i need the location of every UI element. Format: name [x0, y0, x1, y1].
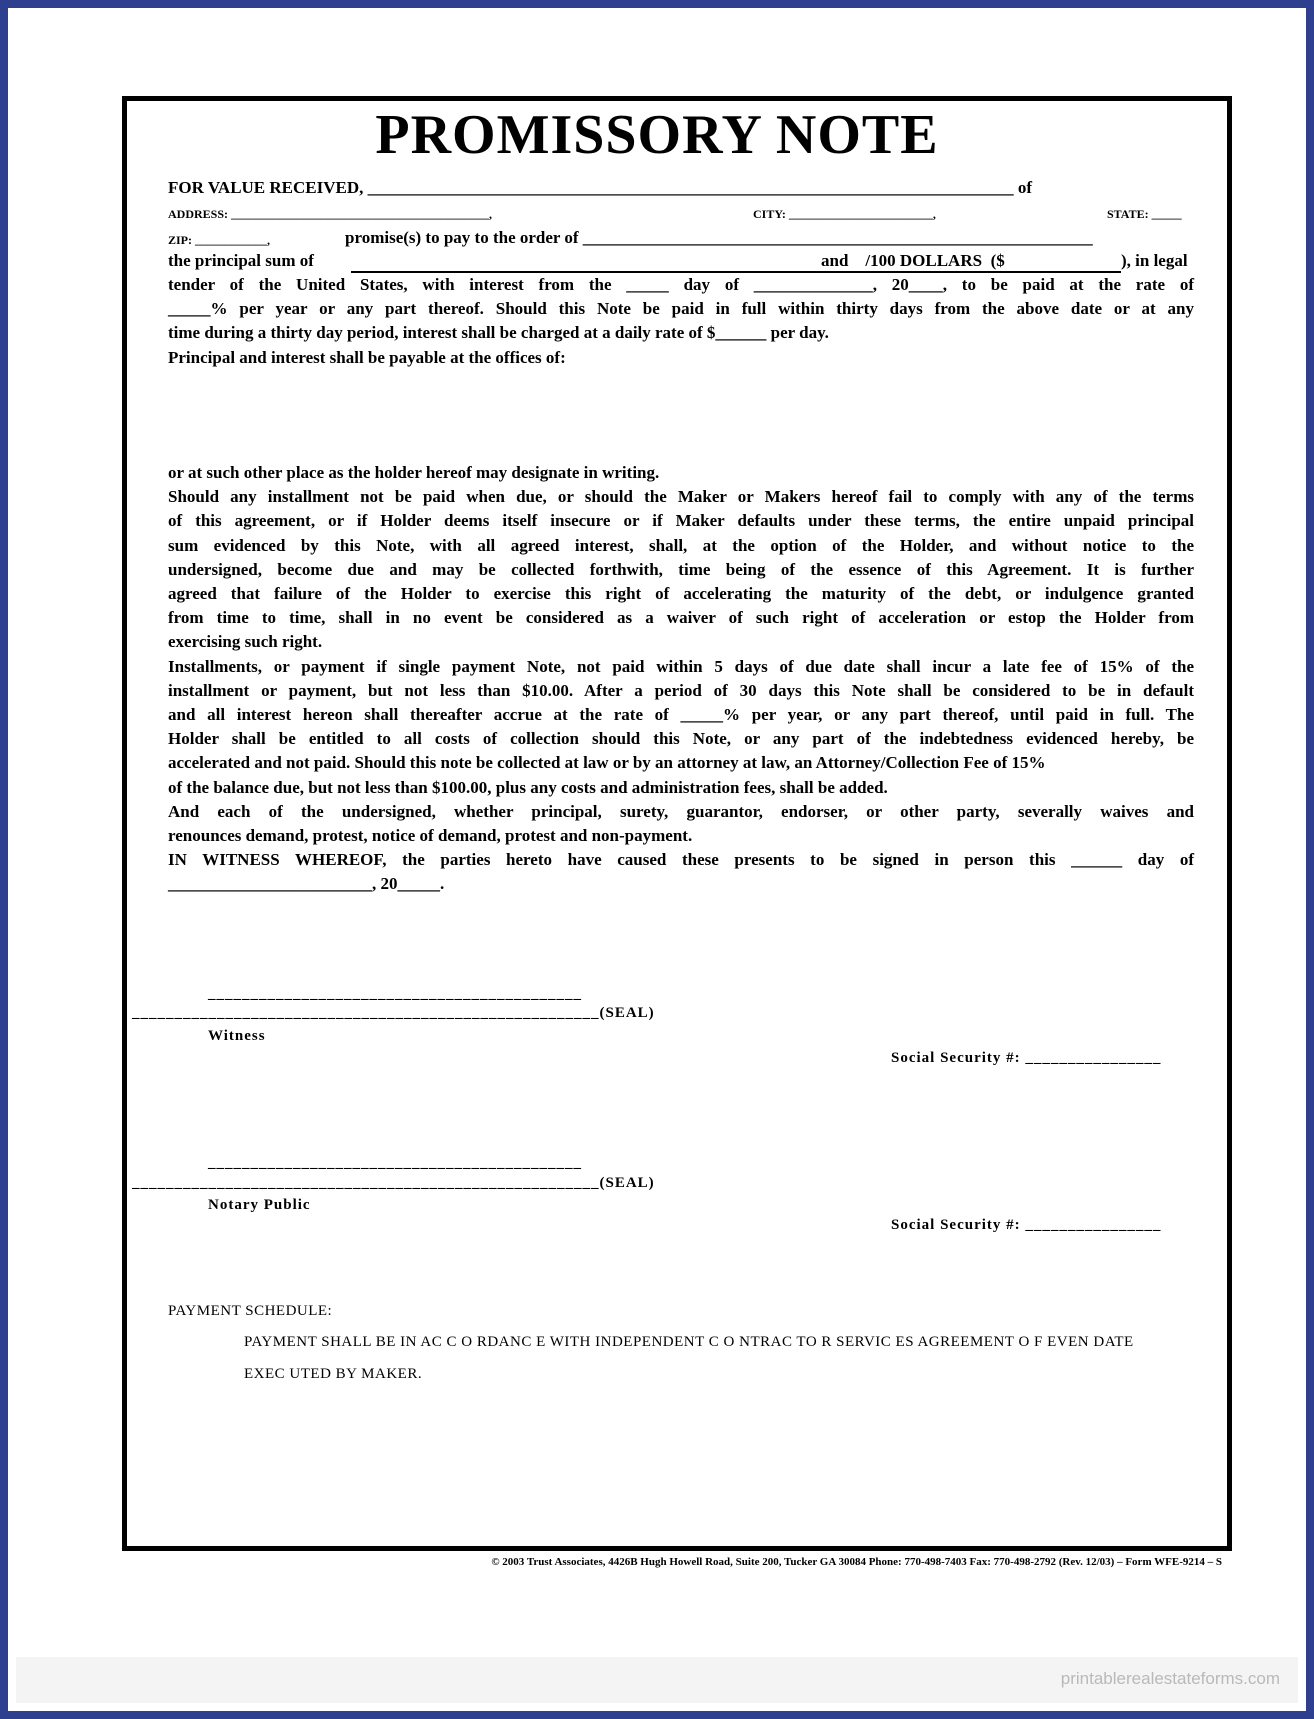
para2-line: of the balance due, but not less than $100.00, plus any costs and administration fees, shall be added.: [168, 777, 888, 797]
para1-line: _____% per year or any part thereof. Should this Note be paid in full within thirty days from the above date or at any: [168, 299, 1194, 319]
maker-signature-line-2: _______________________________________________________(SEAL): [132, 1175, 655, 1191]
payment-schedule-line: PAYMENT SHALL BE IN AC C O RDANC E WITH INDEPENDENT C O NTRAC TO R SERVIC ES AGREEMENT O F EVEN DATE: [244, 1334, 1134, 1350]
para2-line: ________________________, 20_____.: [168, 874, 445, 894]
para2-line: Should any installment not be paid when due, or should the Maker or Makers hereof fail to comply with any of the terms: [168, 487, 1194, 507]
para2-line: agreed that failure of the Holder to exercise this right of accelerating the maturity of the debt, or indulgence granted: [168, 584, 1194, 604]
principal-sum-field: [351, 251, 1121, 273]
para2-line: accelerated and not paid. Should this note be collected at law or by an attorney at law, an Attorney/Collection Fee of 15%: [168, 753, 1046, 773]
witness-signature-line: ____________________________________________: [208, 986, 582, 1002]
ssn-field-2: Social Security #: ________________: [891, 1217, 1162, 1233]
para2-line: installment or payment, but not less than $10.00. After a period of 30 days this Note shall be considered to be in default: [168, 680, 1194, 700]
copyright-footer: © 2003 Trust Associates, 4426B Hugh Howell Road, Suite 200, Tucker GA 30084 Phone: 770-498-7403 Fax: 770-498-2792 (Rev. 12/03) – Form WFE-9214 – S: [491, 1556, 1222, 1568]
payment-schedule-heading: PAYMENT SCHEDULE:: [168, 1303, 333, 1319]
zip-field: ZIP: ____________,: [168, 233, 270, 247]
para2-line: from time to time, shall in no event be considered as a waiver of such right of acceleration or estop the Holder from: [168, 608, 1194, 628]
para2-line: Installments, or payment if single payment Note, not paid within 5 days of due date shall incur a late fee of 15% of the: [168, 656, 1194, 676]
value-received-line: FOR VALUE RECEIVED, ____________________________________________________________________________ of: [168, 178, 1033, 197]
payment-schedule-line: EXEC UTED BY MAKER.: [244, 1366, 423, 1382]
interest-paragraph: [168, 273, 1194, 370]
witness-label: Witness: [208, 1028, 266, 1044]
para2-line: IN WITNESS WHEREOF, the parties hereto have caused these presents to be signed in person this ______ day of: [168, 850, 1194, 870]
para1-line: tender of the United States, with interest from the _____ day of ______________, 20____, to be paid at the rate of: [168, 275, 1194, 294]
para2-line: and all interest hereon shall thereafter accrue at the rate of _____% per year, or any part thereof, until paid in full. The: [168, 705, 1194, 725]
maker-signature-line-1: _______________________________________________________(SEAL): [132, 1005, 655, 1021]
watermark-text[interactable]: printablerealestateforms.com: [1060, 1669, 1280, 1688]
address-field: ADDRESS: ___________________________________________,: [168, 207, 493, 221]
para2-line: of this agreement, or if Holder deems itself insecure or if Maker defaults under these terms, the entire unpaid principal: [168, 511, 1194, 531]
legal-tender-label: ), in legal: [1121, 251, 1188, 270]
notary-label: Notary Public: [208, 1197, 311, 1213]
para1-line: time during a thirty day period, interest shall be charged at a daily rate of $______ per day.: [168, 323, 829, 343]
city-field: CITY: ________________________,: [753, 207, 936, 221]
para2-line: undersigned, become due and may be collected forthwith, time being of the essence of this Agreement. It is further: [168, 559, 1194, 579]
promise-line: promise(s) to pay to the order of ____________________________________________________________: [345, 228, 1093, 247]
para2-line: exercising such right.: [168, 632, 323, 652]
para2-line: sum evidenced by this Note, with all agreed interest, shall, at the option of the Holder, and without notice to the: [168, 535, 1194, 555]
document-page: [8, 8, 1306, 1711]
para2-line: renounces demand, protest, notice of demand, protest and non-payment.: [168, 826, 693, 846]
ssn-field-1: Social Security #: ________________: [891, 1050, 1162, 1066]
principal-sum-label: the principal sum of: [168, 251, 314, 270]
terms-paragraph: [168, 461, 1194, 897]
page-title: PROMISSORY NOTE: [375, 104, 939, 166]
para1-line: Principal and interest shall be payable at the offices of:: [168, 347, 566, 367]
state-field: STATE: _____: [1107, 207, 1182, 221]
para2-line: Holder shall be entitled to all costs of collection should this Note, or any part of the indebtedness evidenced hereby, be: [168, 729, 1194, 749]
notary-signature-line: ____________________________________________: [208, 1155, 582, 1171]
para2-line: or at such other place as the holder hereof may designate in writing.: [168, 463, 660, 482]
principal-dollars-text: and /100 DOLLARS ($: [821, 251, 1005, 270]
para2-line: And each of the undersigned, whether principal, surety, guarantor, endorser, or other party, severally waives and: [168, 801, 1194, 821]
